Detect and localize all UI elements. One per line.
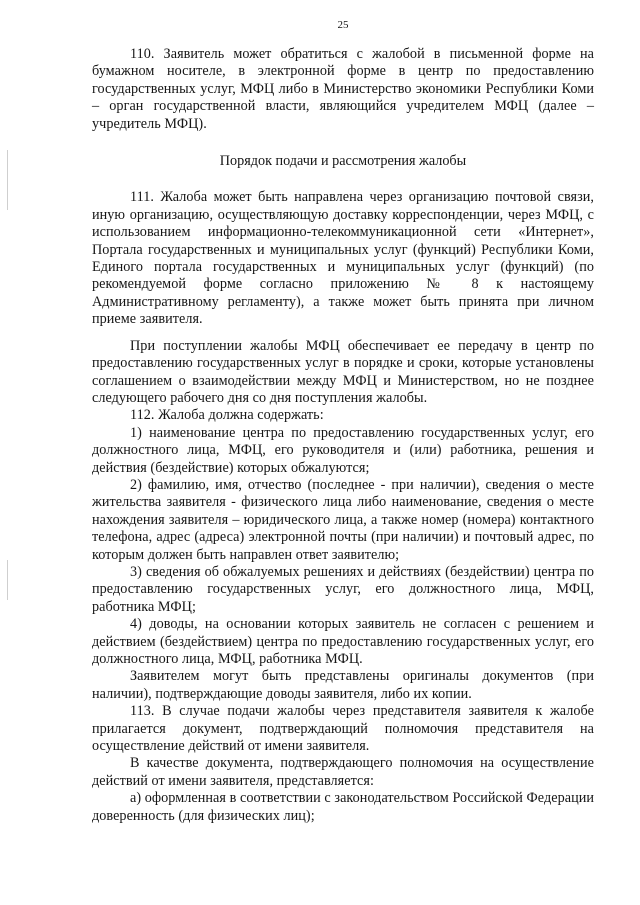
- list-item-1: 1) наименование центра по предоставлению государственных услуг, его должностного лица, МФЦ, его руководителя и (или) работника, решения и действия (бездействие) которых обжалуются;: [92, 424, 594, 476]
- document-page: [92, 18, 594, 825]
- paragraph-110: 110. Заявитель может обратиться с жалобой в письменной форме на бумажном носителе, в электронной форме в центр по предоставлению государственных услуг, МФЦ либо в Министерство экономики Республики Коми – орган государственной власти, являющийся учредителем МФЦ (далее – учредитель МФЦ).: [92, 46, 594, 132]
- paragraph-document-type: В качестве документа, подтверждающего полномочия на осуществление действий от имени заявителя, представляется:: [92, 755, 594, 789]
- scan-edge-mark: [7, 150, 8, 210]
- paragraph-112: 112. Жалоба должна содержать:: [130, 407, 324, 424]
- paragraph-111: 111. Жалоба может быть направлена через организацию почтовой связи, иную организацию, осуществляющую доставку корреспонденции, через МФЦ, с использованием информационно-телекоммуникационной сети «Интернет», Портала государственных и муниципальных услуг (функций) Республики Коми, Единого портала государственных и муниципальных услуг (функций) (по рекомендуемой форме согласно приложению № 8 к настоящему Административному регламенту), а также может быть принята при личном приеме заявителя.: [92, 189, 594, 328]
- page-number: 25: [337, 19, 349, 31]
- section-heading: Порядок подачи и рассмотрения жалобы: [219, 153, 467, 170]
- paragraph-originals: Заявителем могут быть представлены оригиналы документов (при наличии), подтверждающие доводы заявителя, либо их копии.: [92, 668, 594, 702]
- list-item-3: 3) сведения об обжалуемых решениях и действиях (бездействии) центра по предоставлению государственных услуг, его должностного лица, МФЦ, работника МФЦ;: [92, 563, 594, 615]
- list-item-2: 2) фамилию, имя, отчество (последнее - при наличии), сведения о месте жительства заявителя - физического лица либо наименование, сведения о месте нахождения заявителя – юридического лица, а также номер (номера) контактного телефона, адрес (адреса) электронной почты (при наличии) и почтовый адрес, по которым должен быть направлен ответ заявителю;: [92, 476, 594, 563]
- scan-edge-mark: [7, 560, 8, 600]
- paragraph-113: 113. В случае подачи жалобы через представителя заявителя к жалобе прилагается документ, подтверждающий полномочия представителя на осуществление действий от имени заявителя.: [92, 703, 594, 755]
- paragraph-mfc-transfer: При поступлении жалобы МФЦ обеспечивает ее передачу в центр по предоставлению государственных услуг в порядке и сроки, которые установлены соглашением о взаимодействии между МФЦ и Министерством, но не позднее следующего рабочего дня со дня поступления жалобы.: [92, 337, 594, 406]
- list-item-a: а) оформленная в соответствии с законодательством Российской Федерации доверенность (для физических лиц);: [92, 790, 594, 824]
- list-item-4: 4) доводы, на основании которых заявитель не согласен с решением и действием (бездействием) центра по предоставлению государственных услуг, его должностного лица, МФЦ, работника МФЦ.: [92, 616, 594, 667]
